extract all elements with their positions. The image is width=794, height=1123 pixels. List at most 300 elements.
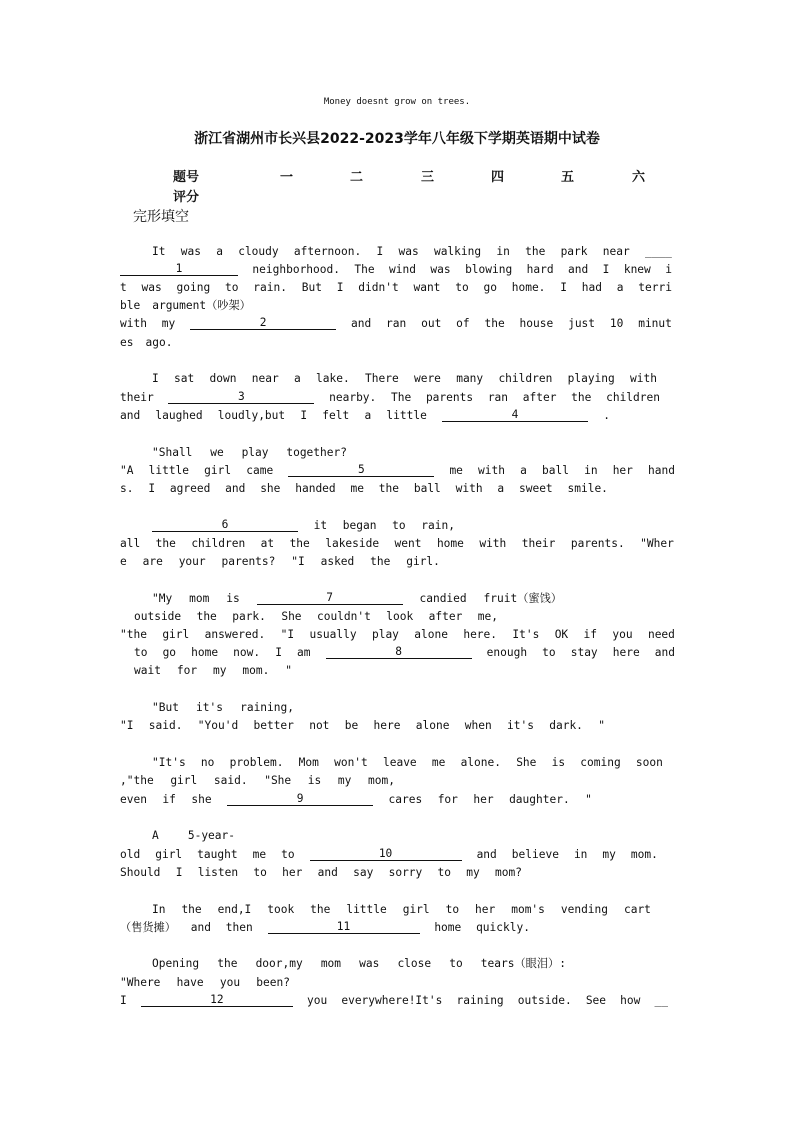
- word: children: [191, 537, 246, 550]
- word: answered.: [204, 628, 266, 641]
- passage-line: [152, 244, 672, 260]
- word: with: [455, 482, 483, 495]
- word: rain.: [253, 281, 287, 294]
- word: raining,: [240, 701, 294, 714]
- answer-blank[interactable]: 4: [442, 408, 588, 422]
- passage-line: [120, 627, 675, 643]
- word: candied: [419, 592, 467, 605]
- answer-blank[interactable]: 3: [168, 390, 314, 404]
- word: a: [216, 245, 223, 258]
- word: children: [498, 372, 553, 385]
- word: my: [337, 774, 352, 787]
- word: she: [260, 482, 281, 495]
- word: went: [394, 537, 422, 550]
- passage-line: [120, 718, 605, 734]
- word: here.: [463, 628, 498, 641]
- word: the: [181, 903, 202, 916]
- word: coming: [580, 756, 621, 769]
- passage-line: [120, 792, 592, 808]
- word: wait: [134, 664, 161, 677]
- passage-line: [152, 518, 455, 534]
- passage-line: [134, 609, 498, 625]
- word: little: [386, 409, 427, 422]
- word: close: [397, 957, 432, 970]
- word: near: [602, 245, 630, 258]
- word: hard: [526, 263, 554, 276]
- word: mom: [189, 592, 210, 605]
- word: go: [162, 646, 177, 659]
- word: of: [456, 317, 470, 330]
- word: alone: [415, 719, 450, 732]
- word: fruit（蜜饯）: [483, 592, 562, 605]
- word: near: [251, 372, 279, 385]
- word: I: [152, 372, 159, 385]
- word: soon: [635, 756, 663, 769]
- word: ": [285, 664, 292, 677]
- word: ago.: [145, 336, 173, 349]
- word: little: [346, 903, 387, 916]
- word: Mom: [298, 756, 319, 769]
- word: when: [464, 719, 492, 732]
- word: problem.: [229, 756, 284, 769]
- word: es: [120, 336, 134, 349]
- word: nearby.: [329, 391, 377, 404]
- word: I: [560, 281, 567, 294]
- word: 10: [609, 317, 624, 330]
- word: the: [525, 245, 546, 258]
- word: mom's: [511, 903, 545, 916]
- score-col-5: 五: [561, 170, 575, 185]
- word: the: [310, 903, 331, 916]
- word: now.: [233, 646, 261, 659]
- word: many: [456, 372, 484, 385]
- passage-line: [152, 956, 566, 972]
- word: I: [300, 409, 308, 422]
- word: better: [253, 719, 294, 732]
- passage-line: [120, 280, 672, 296]
- word: parents: [425, 391, 474, 404]
- word: "I: [291, 555, 305, 568]
- word: OK: [554, 628, 569, 641]
- answer-blank[interactable]: 2: [190, 316, 336, 330]
- word: lake.: [316, 372, 350, 385]
- word: sat: [174, 372, 195, 385]
- passage-line: [120, 463, 675, 479]
- word: to: [134, 646, 148, 659]
- score-col-4: 四: [491, 170, 505, 185]
- word: and: [476, 848, 497, 861]
- word: knew: [623, 263, 651, 276]
- word: old: [120, 848, 141, 861]
- word: my: [602, 848, 616, 861]
- word: mom.: [242, 664, 270, 677]
- word: Opening: [152, 957, 200, 970]
- word: the: [155, 537, 176, 550]
- word: go: [483, 281, 497, 294]
- word: "It's: [152, 756, 186, 769]
- word: There: [365, 372, 399, 385]
- word: didn't: [358, 281, 399, 294]
- word: the: [370, 555, 391, 568]
- word: girl.: [406, 555, 440, 568]
- word: 5-year-: [187, 829, 235, 842]
- word: a: [520, 464, 527, 477]
- word: "Shall: [152, 446, 193, 459]
- section-title: 完形填空: [133, 209, 189, 225]
- word: home: [191, 646, 219, 659]
- word: terri: [638, 281, 672, 294]
- word: look: [386, 610, 414, 623]
- word: and: [350, 317, 372, 330]
- word: door,my: [255, 957, 303, 970]
- answer-blank[interactable]: 7: [257, 591, 403, 605]
- word: here: [373, 719, 401, 732]
- page-title: 浙江省湖州市长兴县2022-2023学年八年级下学期英语期中试卷: [194, 131, 600, 147]
- word: girl: [170, 774, 198, 787]
- score-col-3: 三: [421, 170, 435, 185]
- word: is: [307, 774, 322, 787]
- word: for: [437, 793, 458, 806]
- word: "Where: [120, 976, 161, 989]
- word: It's: [512, 628, 540, 641]
- score-col-1: 一: [280, 170, 294, 185]
- passage-line: [120, 993, 668, 1009]
- word: in: [584, 464, 598, 477]
- word: In: [152, 903, 166, 916]
- word: taught: [197, 848, 238, 861]
- word: no: [200, 756, 215, 769]
- word: felt: [322, 409, 350, 422]
- word: afternoon.: [293, 245, 362, 258]
- word: I: [120, 994, 127, 1007]
- word: She: [281, 610, 302, 623]
- word: parents.: [570, 537, 625, 550]
- word: were: [413, 372, 441, 385]
- word: had: [581, 281, 602, 294]
- word: and: [568, 263, 589, 276]
- word: little: [148, 464, 190, 477]
- word: play: [241, 446, 269, 459]
- word: The: [391, 391, 412, 404]
- header-note: Money doesnt grow on trees.: [323, 97, 471, 107]
- word: laughed: [155, 409, 203, 422]
- word: the: [571, 391, 592, 404]
- word: listen: [197, 866, 239, 879]
- word: their: [521, 537, 556, 550]
- answer-blank[interactable]: 6: [152, 518, 298, 532]
- word: rain,: [421, 519, 455, 532]
- word: was: [180, 245, 201, 258]
- word: am: [297, 646, 311, 659]
- word: my: [212, 664, 227, 677]
- word: "She: [264, 774, 292, 787]
- word: daughter.: [509, 793, 570, 806]
- word: is: [551, 756, 566, 769]
- word: park.: [232, 610, 266, 623]
- word: It: [152, 245, 166, 258]
- word: I: [336, 281, 344, 294]
- word: ": [598, 719, 605, 732]
- word: girl: [402, 903, 430, 916]
- word: all: [120, 537, 141, 550]
- word: we: [210, 446, 224, 459]
- word: she: [191, 793, 212, 806]
- passage-line: [120, 335, 175, 351]
- word: if: [583, 628, 598, 641]
- word: mom: [320, 957, 342, 970]
- score-col-2: 二: [350, 170, 364, 185]
- word: ____: [644, 245, 672, 258]
- word: to: [225, 281, 239, 294]
- word: came: [246, 464, 274, 477]
- word: going: [176, 281, 211, 294]
- word: it's: [196, 701, 223, 714]
- word: took: [267, 903, 295, 916]
- answer-blank[interactable]: 5: [288, 463, 434, 477]
- word: alone.: [460, 756, 501, 769]
- word: s.: [120, 482, 134, 495]
- word: the: [378, 482, 400, 495]
- passage-line: [120, 554, 440, 570]
- word: She: [516, 756, 537, 769]
- word: house: [519, 317, 554, 330]
- word: parents?: [221, 555, 276, 568]
- word: and: [120, 409, 141, 422]
- answer-blank[interactable]: 1: [120, 262, 238, 276]
- word: .: [603, 409, 610, 422]
- word: be: [344, 719, 359, 732]
- word: their: [120, 391, 154, 404]
- word: neighborhood.: [252, 263, 340, 276]
- word: "the: [120, 628, 147, 641]
- word: home: [434, 921, 462, 934]
- word: the: [289, 537, 310, 550]
- word: end,I: [217, 903, 252, 916]
- word: won't: [334, 756, 368, 769]
- word: sorry: [388, 866, 423, 879]
- word: to: [449, 957, 463, 970]
- word: outside.: [517, 994, 572, 1007]
- word: your: [178, 555, 206, 568]
- passage-line: [120, 773, 395, 789]
- passage-line: [152, 591, 562, 607]
- word: was: [398, 245, 419, 258]
- word: everywhere!It's: [341, 994, 443, 1007]
- word: then: [225, 921, 253, 934]
- passage-line: [152, 700, 294, 716]
- word: need: [647, 628, 675, 641]
- word: raining: [456, 994, 504, 1007]
- word: sweet: [518, 482, 553, 495]
- word: in: [573, 848, 588, 861]
- word: in: [496, 245, 510, 258]
- score-col-6: 六: [632, 170, 646, 185]
- word: the: [217, 957, 238, 970]
- word: said.: [148, 719, 183, 732]
- passage-line: [120, 975, 290, 991]
- word: argument（吵架）: [152, 299, 251, 312]
- word: "My: [152, 592, 173, 605]
- word: began: [342, 519, 377, 532]
- word: （售货摊）: [120, 921, 176, 934]
- word: out: [421, 317, 442, 330]
- word: walking: [433, 245, 482, 258]
- word: I: [148, 482, 156, 495]
- word: girl: [162, 628, 190, 641]
- word: a: [294, 372, 301, 385]
- passage-line: [152, 755, 663, 771]
- word: playing: [567, 372, 615, 385]
- word: you: [307, 994, 328, 1007]
- word: cloudy: [238, 245, 279, 258]
- word: me,: [477, 610, 498, 623]
- word: See: [585, 994, 607, 1007]
- word: girl: [155, 848, 183, 861]
- answer-blank[interactable]: 11: [268, 920, 420, 934]
- passage-line: [152, 371, 657, 387]
- passage-line: [120, 865, 522, 881]
- word: not: [309, 719, 330, 732]
- word: the: [196, 610, 217, 623]
- passage-line: [120, 920, 530, 936]
- word: are: [142, 555, 163, 568]
- answer-blank[interactable]: 12: [141, 993, 293, 1007]
- word: her: [612, 464, 633, 477]
- word: ran: [487, 391, 509, 404]
- word: I: [275, 646, 282, 659]
- word: a: [497, 482, 505, 495]
- word: wind: [389, 263, 416, 276]
- passage-line: [134, 663, 292, 679]
- word: ran: [386, 317, 407, 330]
- passage-line: [120, 408, 610, 424]
- word: is: [226, 592, 240, 605]
- word: play: [371, 628, 399, 641]
- word: ": [585, 793, 592, 806]
- word: ble: [120, 299, 141, 312]
- word: it's: [506, 719, 534, 732]
- answer-blank[interactable]: 9: [227, 792, 373, 806]
- word: Should: [120, 866, 161, 879]
- word: with: [478, 464, 505, 477]
- word: if: [162, 793, 176, 806]
- answer-blank[interactable]: 8: [326, 645, 472, 659]
- word: __: [654, 994, 668, 1007]
- passage-line: [120, 316, 672, 332]
- score-row2-label: 评分: [173, 190, 200, 205]
- word: to: [455, 281, 469, 294]
- word: and: [190, 921, 211, 934]
- word: ball: [542, 464, 569, 477]
- word: couldn't: [316, 610, 371, 623]
- word: blowing: [465, 263, 513, 276]
- word: girl: [204, 464, 232, 477]
- word: "Wher: [640, 537, 674, 550]
- word: I: [175, 866, 183, 879]
- word: mom.: [630, 848, 658, 861]
- word: me: [431, 756, 446, 769]
- word: you: [612, 628, 633, 641]
- word: home: [436, 537, 464, 550]
- passage-line: [134, 645, 675, 661]
- passage-line: [120, 298, 260, 314]
- word: loudly,but: [217, 409, 286, 422]
- word: quickly.: [476, 921, 530, 934]
- word: alone: [414, 628, 448, 641]
- word: dark.: [549, 719, 583, 732]
- word: t: [120, 281, 127, 294]
- word: with: [630, 372, 657, 385]
- passage-line: [120, 390, 660, 406]
- word: vending: [560, 903, 609, 916]
- score-row-label: 题号: [173, 170, 200, 185]
- word: here: [612, 646, 640, 659]
- word: ball: [413, 482, 441, 495]
- passage-line: [152, 902, 651, 918]
- word: agreed: [169, 482, 211, 495]
- word: "I: [280, 628, 295, 641]
- word: home.: [511, 281, 546, 294]
- word: cart: [623, 903, 651, 916]
- word: I: [376, 245, 384, 258]
- word: after: [522, 391, 557, 404]
- word: after: [428, 610, 463, 623]
- word: just: [568, 317, 596, 330]
- passage-line: [120, 262, 672, 278]
- word: how: [620, 994, 641, 1007]
- word: "I: [120, 719, 134, 732]
- word: and: [317, 866, 338, 879]
- word: have: [176, 976, 204, 989]
- word: stay: [570, 646, 598, 659]
- word: the: [484, 317, 505, 330]
- word: a: [616, 281, 624, 294]
- word: i: [665, 263, 672, 276]
- word: children: [606, 391, 660, 404]
- word: outside: [134, 610, 182, 623]
- word: a: [364, 409, 372, 422]
- word: mom?: [495, 866, 522, 879]
- word: at: [260, 537, 275, 550]
- word: "But: [152, 701, 179, 714]
- word: it: [313, 519, 328, 532]
- passage-line: [152, 828, 235, 844]
- word: was: [141, 281, 162, 294]
- word: "You'd: [197, 719, 239, 732]
- word: enough: [486, 646, 528, 659]
- passage-line: [120, 536, 674, 552]
- word: lakeside: [325, 537, 380, 550]
- word: But: [301, 281, 322, 294]
- word: smile.: [567, 482, 608, 495]
- word: me: [449, 464, 463, 477]
- word: down: [209, 372, 237, 385]
- answer-blank[interactable]: 10: [310, 847, 462, 861]
- word: my: [466, 866, 480, 879]
- word: to: [253, 866, 267, 879]
- word: me: [252, 848, 267, 861]
- word: want: [413, 281, 441, 294]
- word: to: [445, 903, 460, 916]
- word: me: [350, 482, 364, 495]
- word: to: [542, 646, 556, 659]
- word: tears（眼泪）:: [480, 957, 566, 970]
- word: usually: [309, 628, 357, 641]
- word: even: [120, 793, 147, 806]
- word: for: [176, 664, 198, 677]
- passage-line: [152, 445, 347, 461]
- word: with: [120, 317, 147, 330]
